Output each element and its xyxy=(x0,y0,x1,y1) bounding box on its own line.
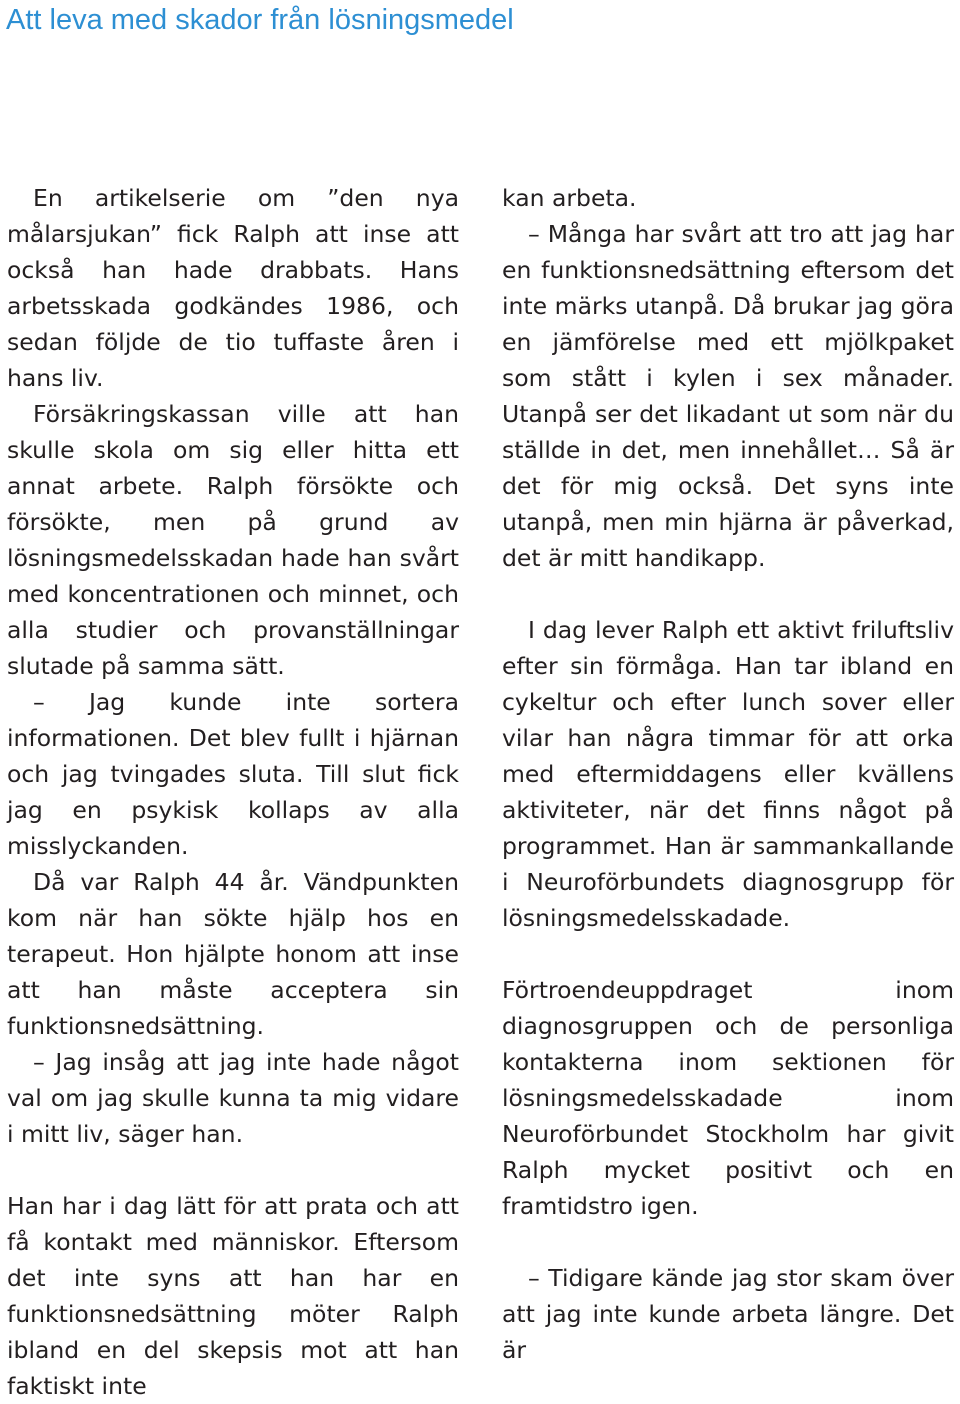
body-paragraph: I dag lever Ralph ett aktivt friluftsliv efter sin förmåga. Han tar ibland en cykeltur och efter lunch sover eller vilar han några timmar för att orka med eftermiddagens eller kvällens aktiviteter, när det finns något på programmet. Han är sammankallande i Neuroförbundets diagnosgrupp för lösningsmedelsskadade. xyxy=(502,616,954,932)
body-paragraph: Då var Ralph 44 år. Vändpunkten kom när han sökte hjälp hos en terapeut. Hon hjälpte honom att inse att han måste acceptera sin funktionsnedsättning. xyxy=(7,868,459,1040)
article-left-column xyxy=(7,180,459,1404)
article-title: Att leva med skador från lösningsmedel xyxy=(6,4,514,36)
quote-paragraph: – Tidigare kände jag stor skam över att jag inte kunde arbeta längre. Det är xyxy=(502,1264,954,1364)
body-paragraph: kan arbeta. xyxy=(502,184,637,212)
article-right-column xyxy=(502,180,954,1368)
quote-paragraph: – Jag insåg att jag inte hade något val om jag skulle kunna ta mig vidare i mitt liv, säger han. xyxy=(7,1048,459,1148)
intro-paragraph: En artikelserie om ”den nya målarsjukan” fick Ralph att inse att också han hade drabbats. Hans arbetsskada godkändes 1986, och sedan följde de tio tuffaste åren i hans liv. xyxy=(7,184,459,392)
body-paragraph: Försäkringskassan ville att han skulle skola om sig eller hitta ett annat arbete. Ralph försökte och försökte, men på grund av lösningsmedelsskadan hade han svårt med koncentrationen och minnet, och alla studier och provanställningar slutade på samma sätt. xyxy=(7,400,459,680)
body-paragraph: Han har i dag lätt för att prata och att få kontakt med människor. Eftersom det inte syns att han har en funktionsnedsättning möter Ralph ibland en del skepsis mot att han faktiskt inte xyxy=(7,1192,459,1400)
quote-paragraph: – Många har svårt att tro att jag har en funktionsnedsättning eftersom det inte märks utanpå. Då brukar jag göra en jämförelse med ett mjölkpaket som stått i kylen i sex månader. Utanpå ser det likadant ut som när du ställde in det, men innehållet… Så är det för mig också. Det syns inte utanpå, men min hjärna är påverkad, det är mitt handikapp. xyxy=(502,220,954,572)
body-paragraph: Förtroendeuppdraget inom diagnosgruppen och de personliga kontakterna inom sektionen för lösningsmedelsskadade inom Neuroförbundet Stockholm har givit Ralph mycket positivt och en framtidstro igen. xyxy=(502,976,954,1220)
quote-paragraph: – Jag kunde inte sortera informationen. Det blev fullt i hjärnan och jag tvingades sluta. Till slut fick jag en psykisk kollaps av alla misslyckanden. xyxy=(7,688,459,860)
